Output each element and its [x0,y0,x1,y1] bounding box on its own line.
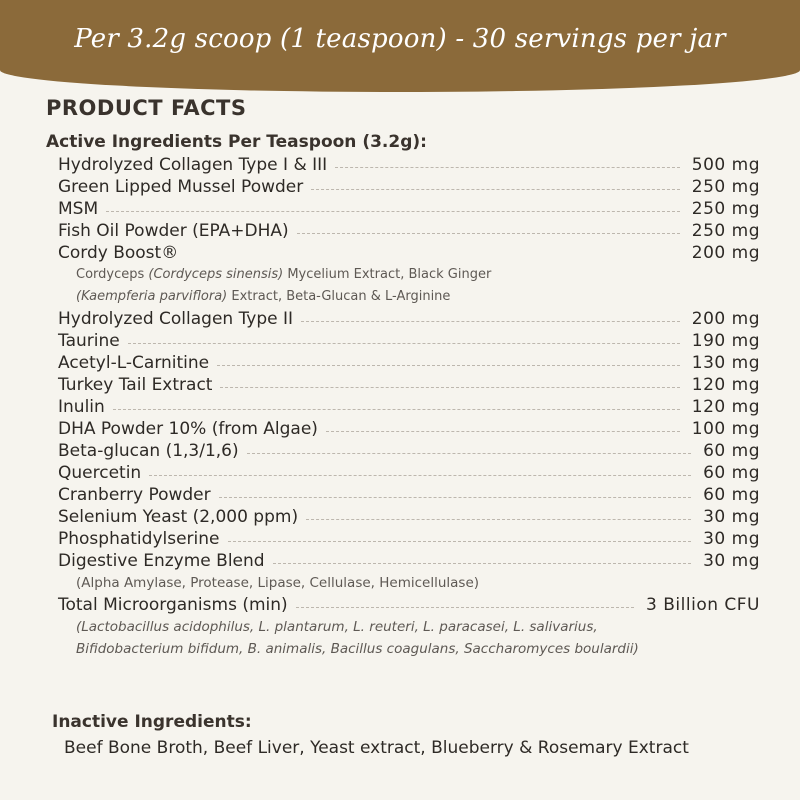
ingredient-name: Total Microorganisms (min) [58,595,288,615]
ingredient-name: Phosphatidylserine [58,529,220,549]
ingredient-row [58,198,760,220]
ingredient-amount: 200 mg [691,309,760,329]
ingredient-name: Digestive Enzyme Blend [58,551,265,571]
ingredient-row [58,418,760,440]
ingredient-name: Hydrolyzed Collagen Type II [58,309,294,329]
ingredient-row [58,154,760,176]
ingredient-amount: 500 mg [691,155,760,175]
ingredient-row [58,396,760,418]
leader-dots [186,255,680,256]
note-latin-name: (Kaempferia parviflora) [76,289,228,304]
microorganisms-note-line-2: Bifidobacterium bifidum, B. animalis, Bacillus coagulans, Saccharomyces boulardii) [76,641,639,657]
ingredient-name: Quercetin [58,463,142,483]
ingredient-name: Cordy Boost® [58,243,179,263]
ingredient-amount: 250 mg [691,177,760,197]
ingredient-row [58,352,760,374]
leader-dots [296,607,634,608]
leader-dots [247,453,691,454]
leader-dots [217,365,680,366]
ingredient-row [58,176,760,198]
leader-dots [301,321,680,322]
ingredient-row [58,462,760,484]
ingredient-amount: 3 Billion CFU [646,595,760,615]
ingredient-amount: 60 mg [703,485,760,505]
ingredient-name: Cranberry Powder [58,485,211,505]
leader-dots [335,167,680,168]
ingredient-amount: 200 mg [691,243,760,263]
ingredient-amount: 60 mg [703,463,760,483]
ingredient-name: Inulin [58,397,105,417]
note-text: Mycelium Extract, Black Ginger [283,267,492,282]
ingredient-list [58,154,760,660]
serving-banner-text: Per 3.2g scoop (1 teaspoon) - 30 servings per jar [74,24,726,54]
inactive-ingredients-heading: Inactive Ingredients: [52,712,252,732]
leader-dots [326,431,680,432]
cordy-boost-note-line-1 [58,264,760,286]
product-facts-title: PRODUCT FACTS [46,96,247,120]
ingredient-name: Taurine [58,331,120,351]
ingredient-amount: 30 mg [703,507,760,527]
ingredient-amount: 60 mg [703,441,760,461]
ingredient-name: Acetyl-L-Carnitine [58,353,210,373]
leader-dots [106,211,680,212]
ingredient-name: Fish Oil Powder (EPA+DHA) [58,221,289,241]
ingredient-name: Hydrolyzed Collagen Type I & III [58,155,328,175]
ingredient-row [58,528,760,550]
ingredient-name: MSM [58,199,99,219]
ingredient-amount: 190 mg [691,331,760,351]
leader-dots [306,519,691,520]
ingredient-row [58,374,760,396]
ingredient-row [58,484,760,506]
ingredient-row [58,330,760,352]
leader-dots [273,563,692,564]
ingredient-name: Green Lipped Mussel Powder [58,177,304,197]
leader-dots [113,409,680,410]
ingredient-amount: 120 mg [691,397,760,417]
leader-dots [297,233,680,234]
leader-dots [228,541,692,542]
leader-dots [219,497,691,498]
microorganisms-note-line-1: (Lactobacillus acidophilus, L. plantarum, L. reuteri, L. paracasei, L. salivarius, [76,619,598,635]
ingredient-amount: 250 mg [691,221,760,241]
ingredient-amount: 130 mg [691,353,760,373]
leader-dots [128,343,680,344]
leader-dots [149,475,691,476]
note-text: Cordyceps [76,267,149,282]
ingredient-name: DHA Powder 10% (from Algae) [58,419,318,439]
ingredient-amount: 30 mg [703,551,760,571]
ingredient-amount: 250 mg [691,199,760,219]
active-ingredients-heading: Active Ingredients Per Teaspoon (3.2g): [46,132,427,152]
note-latin-name: (Cordyceps sinensis) [148,267,284,282]
ingredient-amount: 100 mg [691,419,760,439]
ingredient-amount: 30 mg [703,529,760,549]
ingredient-row [58,220,760,242]
ingredient-row [58,550,760,572]
inactive-ingredients-text: Beef Bone Broth, Beef Liver, Yeast extract, Blueberry & Rosemary Extract [64,738,689,758]
note-text: Extract, Beta-Glucan & L-Arginine [227,289,451,304]
leader-dots [220,387,679,388]
ingredient-name: Turkey Tail Extract [58,375,213,395]
enzyme-blend-note: (Alpha Amylase, Protease, Lipase, Cellulase, Hemicellulase) [76,575,480,591]
cordy-boost-note-line-2 [58,286,760,308]
ingredient-name: Beta-glucan (1,3/1,6) [58,441,239,461]
ingredient-row [58,506,760,528]
ingredient-row [58,594,760,616]
ingredient-amount: 120 mg [691,375,760,395]
ingredient-name: Selenium Yeast (2,000 ppm) [58,507,299,527]
ingredient-row [58,308,760,330]
ingredient-row [58,440,760,462]
ingredient-row [58,242,760,264]
leader-dots [311,189,680,190]
